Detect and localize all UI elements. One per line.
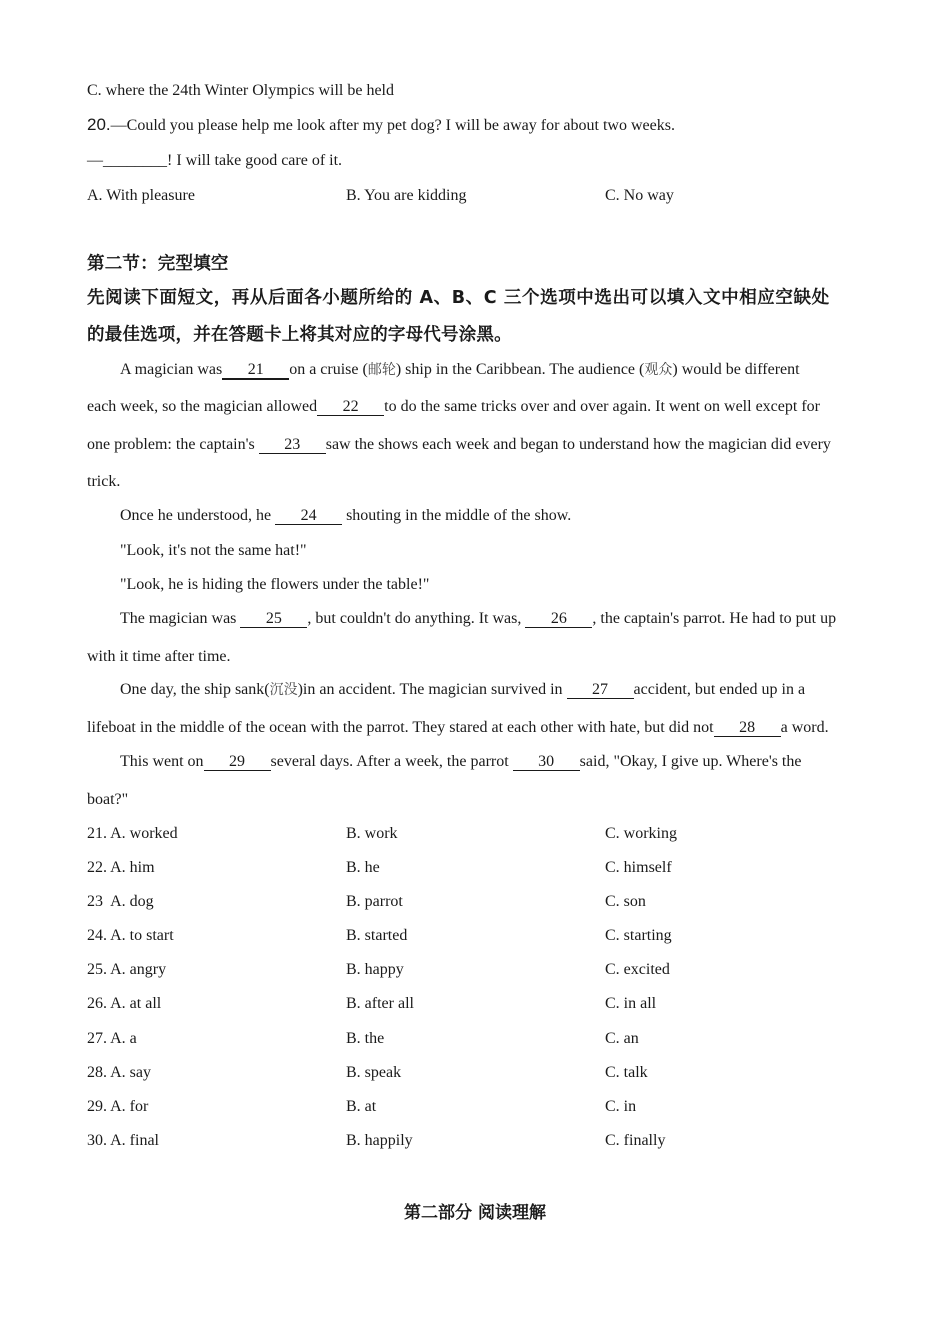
blank-27: 27 (567, 682, 634, 699)
q25-option-c: C. excited (605, 961, 670, 978)
text: several days. After a week, the parrot (270, 753, 513, 770)
q30-option-b: B. happily (346, 1132, 413, 1149)
text: This went on (120, 753, 204, 770)
text: on a cruise ( (289, 361, 368, 378)
text: to do the same tricks over and over again. It went on well except for (384, 398, 820, 415)
text: A magician was (120, 361, 223, 378)
text: lifeboat in the middle of the ocean with the parrot. They stared at each other with hate, but did not (87, 719, 714, 736)
section-instruction-line1: 先阅读下面短文，再从后面各小题所给的 A、B、C 三个选项中选出可以填入文中相应空缺处 (87, 288, 830, 308)
passage-p4: "Look, he is hiding the flowers under the table!" (120, 576, 430, 593)
text: , but couldn't do anything. It was, (307, 610, 526, 627)
blank-23: 23 (259, 437, 326, 454)
passage-p1-line3 (87, 435, 831, 455)
q20-option-b: B. You are kidding (346, 187, 467, 204)
q28-option-c: C. talk (605, 1064, 648, 1081)
q23-option-b: B. parrot (346, 893, 403, 910)
q21-option-a: 21. A. worked (87, 825, 178, 842)
q27-option-b: B. the (346, 1030, 385, 1047)
passage-p1-line4: trick. (87, 473, 121, 490)
q20-prompt (87, 115, 675, 136)
q20-option-a: A. With pleasure (87, 187, 195, 204)
q24-option-c: C. starting (605, 927, 672, 944)
text: said, "Okay, I give up. Where's the (579, 753, 802, 770)
q20-reply-text: ! I will take good care of it. (167, 152, 343, 169)
text: The magician was (120, 610, 241, 627)
passage-p5-line2: with it time after time. (87, 648, 231, 665)
blank-21: 21 (222, 362, 289, 380)
q20-number: 20. (87, 115, 111, 134)
passage-p6-line1 (120, 680, 805, 700)
q19-option-c: C. where the 24th Winter Olympics will be held (87, 82, 394, 99)
passage-p7-line1 (120, 752, 801, 772)
text: each week, so the magician allowed (87, 398, 318, 415)
q24-option-a: 24. A. to start (87, 927, 174, 944)
section-title: 第二节：完型填空 (87, 254, 229, 274)
gloss-cn: 观众 (644, 362, 673, 378)
q27-option-c: C. an (605, 1030, 639, 1047)
text: )in an accident. The magician survived in (297, 681, 567, 698)
q21-option-b: B. work (346, 825, 398, 842)
blank-30: 30 (513, 754, 580, 771)
q25-option-a: 25. A. angry (87, 961, 167, 978)
q22-option-c: C. himself (605, 859, 672, 876)
section-instruction-line2: 的最佳选项，并在答题卡上将其对应的字母代号涂黑。 (87, 325, 512, 345)
q22-option-a: 22. A. him (87, 859, 155, 876)
q26-option-c: C. in all (605, 995, 657, 1012)
q20-reply (87, 151, 342, 171)
passage-p3: "Look, it's not the same hat!" (120, 542, 307, 559)
text: one problem: the captain's (87, 436, 259, 453)
text: Once he understood, he (120, 507, 276, 524)
blank-25: 25 (240, 611, 307, 628)
q29-option-b: B. at (346, 1098, 377, 1115)
q25-option-b: B. happy (346, 961, 404, 978)
q28-option-a: 28. A. say (87, 1064, 151, 1081)
blank-26: 26 (525, 611, 592, 628)
q20-reply-dash: — (87, 152, 103, 169)
blank-22: 22 (317, 399, 384, 416)
blank-24: 24 (275, 508, 342, 525)
q30-option-a: 30. A. final (87, 1132, 159, 1149)
q27-option-a: 27. A. a (87, 1030, 137, 1047)
q30-option-c: C. finally (605, 1132, 666, 1149)
text: ) ship in the Caribbean. The audience ( (395, 361, 645, 378)
q21-option-c: C. working (605, 825, 677, 842)
blank-28: 28 (714, 720, 781, 737)
q29-option-a: 29. A. for (87, 1098, 149, 1115)
part2-title: 第二部分 阅读理解 (404, 1203, 546, 1223)
q20-option-c: C. No way (605, 187, 674, 204)
text: saw the shows each week and began to understand how the magician did every (325, 436, 831, 453)
q29-option-c: C. in (605, 1098, 637, 1115)
passage-p1-line1 (120, 360, 800, 380)
q26-option-a: 26. A. at all (87, 995, 162, 1012)
passage-p7-line2: boat?" (87, 791, 129, 808)
text: a word. (780, 719, 829, 736)
q23-option-c: C. son (605, 893, 646, 910)
q22-option-b: B. he (346, 859, 380, 876)
passage-p2 (120, 506, 571, 526)
passage-p1-line2 (87, 397, 820, 417)
text: ) would be different (672, 361, 800, 378)
q28-option-b: B. speak (346, 1064, 402, 1081)
q23-option-a: 23 A. dog (87, 893, 154, 910)
passage-p6-line2 (87, 718, 829, 738)
gloss-cn: 邮轮 (367, 362, 396, 378)
q20-prompt-text: —Could you please help me look after my pet dog? I will be away for about two weeks. (110, 117, 675, 134)
text: One day, the ship sank( (120, 681, 270, 698)
q26-option-b: B. after all (346, 995, 414, 1012)
blank-29: 29 (204, 754, 271, 771)
q20-reply-blank: ________ (103, 152, 167, 169)
text: , the captain's parrot. He had to put up (592, 610, 837, 627)
passage-p5-line1 (120, 609, 836, 629)
gloss-cn: 沉没 (269, 682, 298, 698)
text: accident, but ended up in a (633, 681, 806, 698)
q24-option-b: B. started (346, 927, 408, 944)
text: shouting in the middle of the show. (342, 507, 572, 524)
